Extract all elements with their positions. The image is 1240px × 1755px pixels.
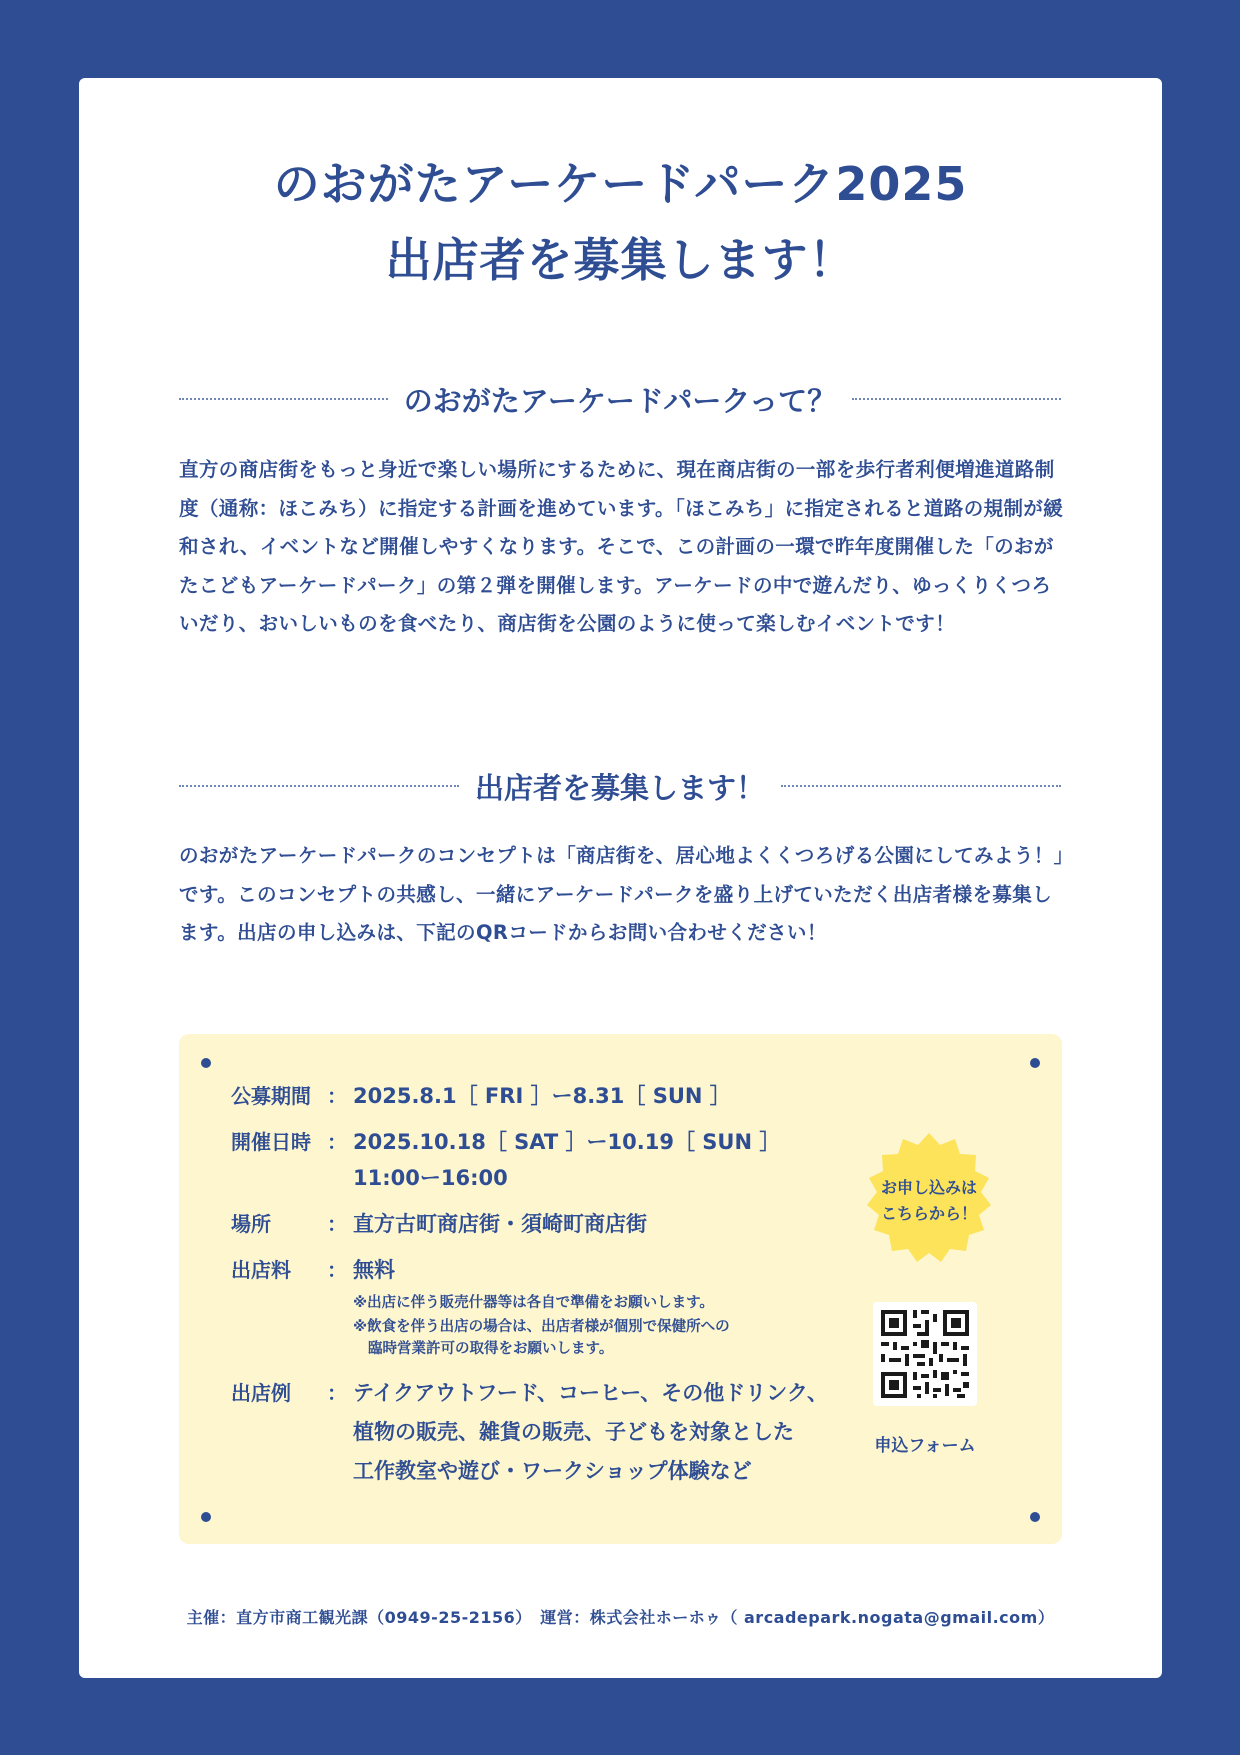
divider-left — [179, 785, 459, 787]
badge-line-1: お申し込みは — [880, 1178, 977, 1197]
time-value: 11:00ー16:00 — [353, 1166, 508, 1190]
example-label: 出店例 — [231, 1381, 291, 1405]
colon: ： — [327, 1084, 347, 1108]
about-text: 直方の商店街をもっと身近で楽しい場所にするために、現在商店街の一部を歩行者利便増進道路制度（通称：ほこみち）に指定する計画を進めています。「ほこみち」に指定されると道路の規制が緩和され、イベントなど開催しやすくなります。そこで、この計画の一環で昨年度開催した「のおがたこどもアーケードパーク」の第２弾を開催します。アーケードの中で遊んだり、ゆっくりくつろいだり、おいしいものを食べたり、商店街を公園のように使って楽しむイベントです！ — [179, 458, 1064, 635]
period-value: 2025.8.1［ FRI ］ー8.31［ SUN ］ — [353, 1084, 731, 1108]
apply-badge — [859, 1131, 999, 1271]
example-line-3: 工作教室や遊び・ワークショップ体験など — [353, 1459, 752, 1483]
place-label: 場所 — [231, 1212, 271, 1236]
info-row-date — [231, 1124, 780, 1160]
corner-dot-icon — [1030, 1512, 1040, 1522]
example-line-2: 植物の販売、雑貨の販売、子どもを対象とした — [353, 1420, 794, 1444]
poster-page — [79, 78, 1162, 1678]
info-box — [179, 1034, 1062, 1544]
main-title-line1: のおがたアーケードパーク2025 — [273, 157, 968, 211]
badge-text — [859, 1175, 999, 1227]
info-row-period — [231, 1078, 731, 1114]
fee-note-2: ※飲食を伴う出店の場合は、出店者様が個別で保健所への — [353, 1319, 730, 1335]
place-value: 直方古町商店街・須崎町商店街 — [353, 1212, 647, 1236]
recruit-heading-label: 出店者を募集します！ — [475, 770, 766, 805]
recruit-heading — [179, 764, 1061, 808]
fee-label: 出店料 — [231, 1258, 291, 1282]
qr-label: 申込フォーム — [874, 1436, 976, 1456]
date-value: 2025.10.18［ SAT ］ー10.19［ SUN ］ — [353, 1130, 781, 1154]
info-row-example — [231, 1375, 828, 1411]
info-row-example-3 — [353, 1453, 752, 1489]
date-label: 開催日時 — [231, 1130, 311, 1154]
colon: ： — [327, 1381, 347, 1405]
corner-dot-icon — [201, 1058, 211, 1068]
fee-note-1: ※出店に伴う販売什器等は各自で準備をお願いします。 — [353, 1295, 714, 1311]
info-row-place — [231, 1206, 647, 1242]
info-row-time — [353, 1160, 508, 1196]
footer-credits: 主催：直方市商工観光課（0949-25-2156） 運営：株式会社ホーホゥ（ arcadepark.nogata@gmail.com） — [186, 1608, 1055, 1627]
about-heading — [179, 377, 1061, 421]
divider-right — [781, 785, 1061, 787]
colon: ： — [327, 1130, 347, 1154]
divider-right — [852, 398, 1061, 400]
recruit-text: のおがたアーケードパークのコンセプトは「商店街を、居心地よくくつろげる公園にしてみよう！」です。このコンセプトの共感し、一緒にアーケードパークを盛り上げていただく出店者様を募集します。出店の申し込みは、下記のQRコードからお問い合わせください！ — [179, 844, 1064, 944]
colon: ： — [327, 1212, 347, 1236]
colon: ： — [327, 1258, 347, 1282]
example-line-1: テイクアウトフード、コーヒー、その他ドリンク、 — [353, 1381, 829, 1405]
qr-code-icon — [873, 1302, 977, 1406]
period-label: 公募期間 — [231, 1084, 311, 1108]
qr-code[interactable] — [873, 1302, 977, 1406]
corner-dot-icon — [201, 1512, 211, 1522]
main-title-line2: 出店者を募集します！ — [385, 233, 856, 287]
corner-dot-icon — [1030, 1058, 1040, 1068]
about-heading-label: のおがたアーケードパークって？ — [403, 383, 837, 418]
info-row-fee — [231, 1252, 395, 1288]
badge-line-2: こちらから！ — [880, 1204, 977, 1223]
divider-left — [179, 398, 388, 400]
info-row-example-2 — [353, 1414, 794, 1450]
fee-value: 無料 — [353, 1258, 395, 1282]
fee-note-3: 臨時営業許可の取得をお願いします。 — [368, 1341, 614, 1357]
